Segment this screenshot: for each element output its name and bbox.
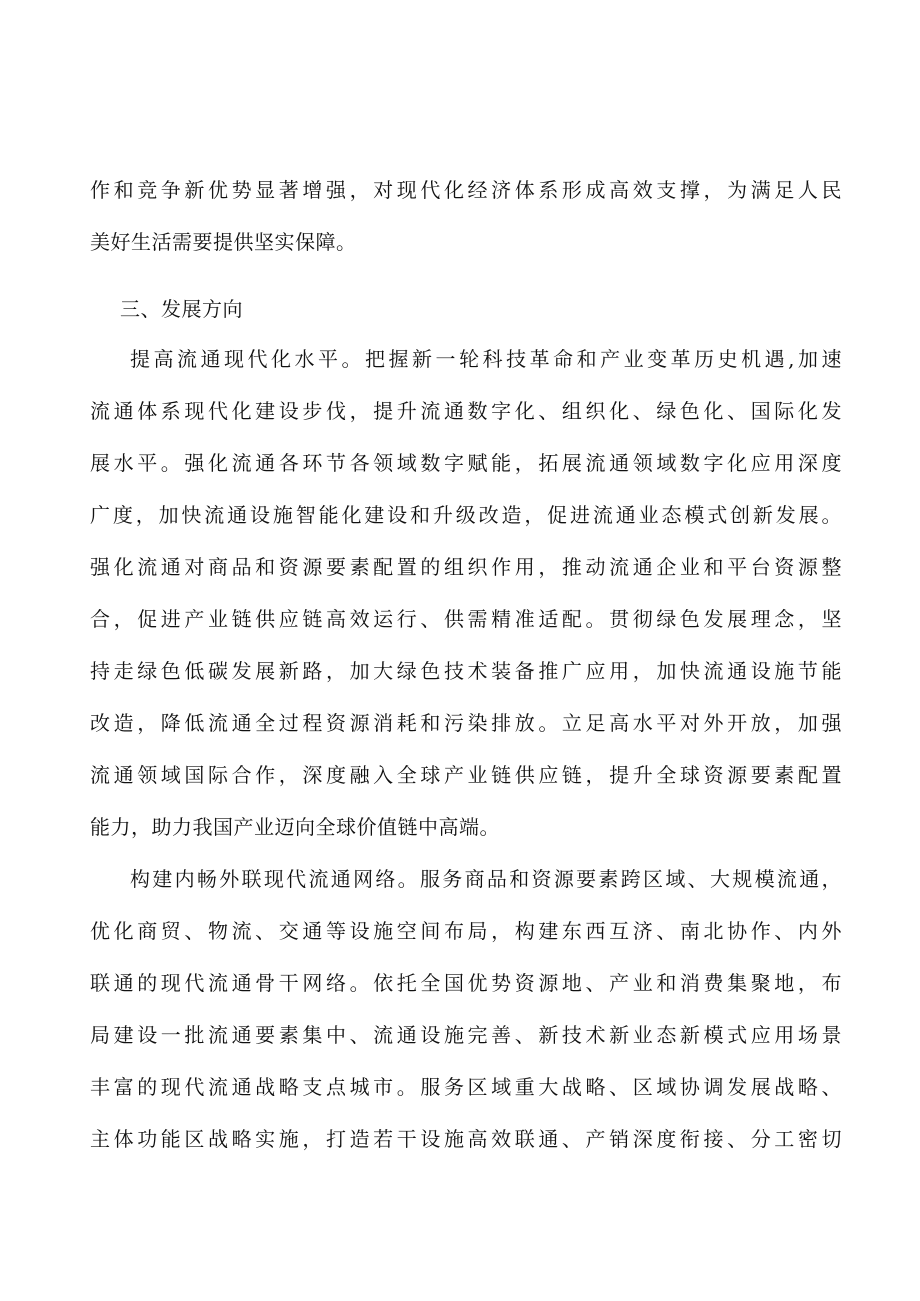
paragraph1-line-4: 广度，加快流通设施智能化建设和升级改造，促进流通业态模式创新发展。 [90,503,842,527]
paragraph2-line-2: 优化商贸、物流、交通等设施空间布局，构建东西互济、南北协作、内外 [90,919,842,943]
paragraph1-line-10: 能力，助力我国产业迈向全球价值链中高端。 [90,815,500,839]
paragraph2-line-6: 主体功能区战略实施，打造若干设施高效联通、产销深度衔接、分工密切 [90,1127,842,1151]
intro-line-1: 作和竞争新优势显著增强，对现代化经济体系形成高效支撑，为满足人民 [90,178,842,202]
section-heading: 三、发展方向 [120,297,243,321]
paragraph2-line-3: 联通的现代流通骨干网络。依托全国优势资源地、产业和消费集聚地，布 [90,971,842,995]
paragraph2-line-4: 局建设一批流通要素集中、流通设施完善、新技术新业态新模式应用场景 [90,1023,842,1047]
paragraph1-line-2: 流通体系现代化建设步伐，提升流通数字化、组织化、绿色化、国际化发 [90,399,842,423]
paragraph1-line-9: 流通领域国际合作，深度融入全球产业链供应链，提升全球资源要素配置 [90,763,842,787]
paragraph2-line-1: 构建内畅外联现代流通网络。服务商品和资源要素跨区域、大规模流通， [130,867,842,891]
paragraph1-line-3: 展水平。强化流通各环节各领域数字赋能，拓展流通领域数字化应用深度 [90,451,842,475]
paragraph1-line-6: 合，促进产业链供应链高效运行、供需精准适配。贯彻绿色发展理念，坚 [90,607,842,631]
paragraph1-line-5: 强化流通对商品和资源要素配置的组织作用，推动流通企业和平台资源整 [90,555,842,579]
paragraph1-line-1: 提高流通现代化水平。把握新一轮科技革命和产业变革历史机遇,加速 [130,347,842,371]
intro-line-2: 美好生活需要提供坚实保障。 [90,230,357,254]
paragraph2-line-5: 丰富的现代流通战略支点城市。服务区域重大战略、区域协调发展战略、 [90,1075,842,1099]
paragraph1-line-7: 持走绿色低碳发展新路，加大绿色技术装备推广应用，加快流通设施节能 [90,659,842,683]
paragraph1-line-8: 改造，降低流通全过程资源消耗和污染排放。立足高水平对外开放，加强 [90,711,842,735]
